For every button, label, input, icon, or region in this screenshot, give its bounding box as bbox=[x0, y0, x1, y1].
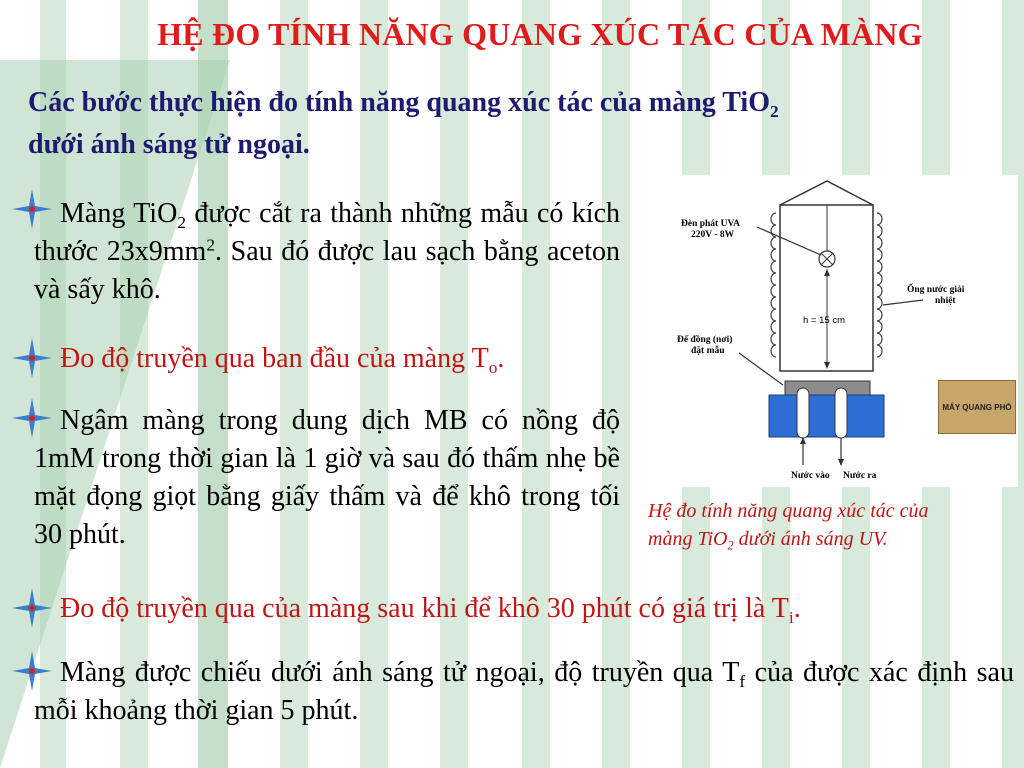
bullet-soak-mb: Ngâm màng trong dung dịch MB có nồng độ 1mM trong thời gian là 1 giờ và sau đó thấm nhẹ bề mặt đọng giọt bằng giấy thấm và để khô trong tối 30 phút. bbox=[34, 405, 620, 550]
bullet-transmittance-after-dry: Đo độ truyền qua của màng sau khi để khô 30 phút có giá trị là $T_i$. bbox=[60, 593, 801, 628]
uv-apparatus-diagram bbox=[673, 175, 1018, 487]
height-label: h = 15 cm bbox=[803, 315, 845, 326]
water-out-label: Nước ra bbox=[843, 471, 877, 481]
water-in-label: Nước vào bbox=[791, 471, 830, 481]
slide-subtitle: Các bước thực hiện đo tính năng quang xúc tác của màng TiO$_2$ dưới ánh sáng tử ngoại. bbox=[28, 87, 779, 160]
bullet-uv-irradiation: Màng được chiếu dưới ánh sáng tử ngoại, độ truyền qua $T_f$ của được xác định sau mỗi khoảng thời gian 5 phút. bbox=[34, 657, 1014, 726]
cooling-pipe-label: Ống nước giải nhiệt bbox=[907, 285, 965, 306]
slide-title: HỆ ĐO TÍNH NĂNG QUANG XÚC TÁC CỦA MÀNG bbox=[157, 16, 923, 52]
figure-caption: Hệ đo tính năng quang xúc tác của màng TiO$_2$ dưới ánh sáng UV. bbox=[648, 500, 929, 553]
bullet-star-icon bbox=[12, 588, 52, 628]
stage-label: Đế đồng (nơi) đặt mẫu bbox=[677, 335, 733, 356]
bullet-cut-samples: Màng TiO$_2$ được cắt ra thành những mẫu có kích thước $23x9mm^2$. Sau đó được lau sạch bằng aceton và sấy khô. bbox=[34, 198, 621, 305]
lamp-label: Đèn phát UVA 220V - 8W bbox=[681, 219, 740, 240]
bullet-star-icon bbox=[12, 338, 52, 378]
spectrometer-box: MÁY QUANG PHỔ bbox=[938, 380, 1016, 434]
bullet-initial-transmittance: Đo độ truyền qua ban đầu của màng $T_o$. bbox=[60, 343, 505, 378]
